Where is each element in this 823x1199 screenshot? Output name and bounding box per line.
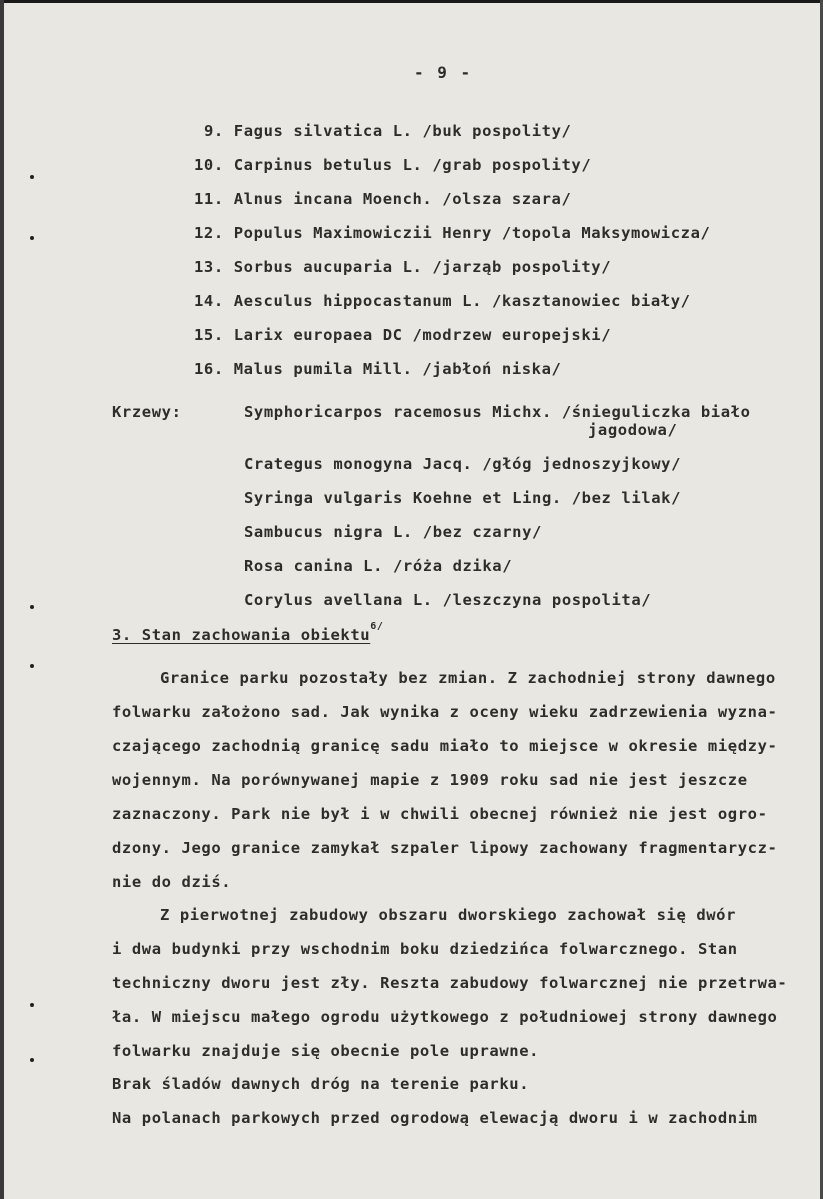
- shrub-item: Corylus avellana L. /leszczyna pospolita/: [244, 591, 652, 609]
- body-line: Brak śladów dawnych dróg na terenie parku.: [112, 1075, 530, 1093]
- shrubs-label: Krzewy:: [112, 403, 182, 421]
- scan-speck: [30, 236, 34, 240]
- tree-item: 14. Aesculus hippocastanum L. /kasztanowiec biały/: [194, 292, 691, 310]
- body-line: nie do dziś.: [112, 873, 232, 891]
- body-line: folwarku założono sad. Jak wynika z oceny wieku zadrzewienia wyzna-: [112, 703, 778, 721]
- shrub-item: Sambucus nigra L. /bez czarny/: [244, 523, 542, 541]
- body-line: i dwa budynki przy wschodnim boku dziedzińca folwarcznego. Stan: [112, 940, 738, 958]
- tree-item: 15. Larix europaea DC /modrzew europejski/: [194, 326, 612, 344]
- scan-speck: [30, 1003, 34, 1007]
- footnote-ref: 6/: [370, 621, 384, 632]
- body-line: techniczny dworu jest zły. Reszta zabudowy folwarcznej nie przetrwa-: [112, 974, 788, 992]
- tree-item: 12. Populus Maximowiczii Henry /topola Maksymowicza/: [194, 224, 711, 242]
- body-line: ła. W miejscu małego ogrodu użytkowego z południowej strony dawnego: [112, 1008, 778, 1026]
- shrub-item: Syringa vulgaris Koehne et Ling. /bez lilak/: [244, 489, 681, 507]
- section-heading-wrap: [112, 621, 384, 645]
- body-line: zaznaczony. Park nie był i w chwili obecnej również nie jest ogro-: [112, 805, 768, 823]
- shrub-item: Symphoricarpos racemosus Michx. /śnieguliczka biało: [244, 403, 751, 421]
- tree-item: 16. Malus pumila Mill. /jabłoń niska/: [194, 360, 562, 378]
- body-line: dzony. Jego granice zamykał szpaler lipowy zachowany fragmentarycz-: [112, 839, 778, 857]
- body-line: Granice parku pozostały bez zmian. Z zachodniej strony dawnego: [160, 669, 776, 687]
- page-number: - 9 -: [414, 63, 473, 82]
- shrub-item-continuation: jagodowa/: [588, 421, 678, 439]
- tree-item: 9. Fagus silvatica L. /buk pospolity/: [204, 122, 572, 140]
- shrub-item: Rosa canina L. /róża dzika/: [244, 557, 513, 575]
- body-line: czającego zachodnią granicę sadu miało to miejsce w okresie między-: [112, 737, 778, 755]
- scan-speck: [30, 1058, 34, 1062]
- scan-speck: [30, 175, 34, 179]
- tree-item: 11. Alnus incana Moench. /olsza szara/: [194, 190, 572, 208]
- body-line: folwarku znajduje się obecnie pole uprawne.: [112, 1042, 540, 1060]
- tree-item: 10. Carpinus betulus L. /grab pospolity/: [194, 156, 592, 174]
- section-heading: 3. Stan zachowania obiektu: [112, 626, 371, 644]
- tree-item: 13. Sorbus aucuparia L. /jarząb pospolity/: [194, 258, 612, 276]
- shrub-item: Crategus monogyna Jacq. /głóg jednoszyjkowy/: [244, 455, 681, 473]
- scan-speck: [30, 664, 34, 668]
- body-line: wojennym. Na porównywanej mapie z 1909 roku sad nie jest jeszcze: [112, 771, 748, 789]
- body-line: Z pierwotnej zabudowy obszaru dworskiego zachował się dwór: [160, 906, 737, 924]
- scan-border-left: [0, 0, 4, 1199]
- body-line: Na polanach parkowych przed ogrodową elewacją dworu i w zachodnim: [112, 1109, 758, 1127]
- scan-speck: [30, 605, 34, 609]
- scan-border-top: [0, 0, 823, 3]
